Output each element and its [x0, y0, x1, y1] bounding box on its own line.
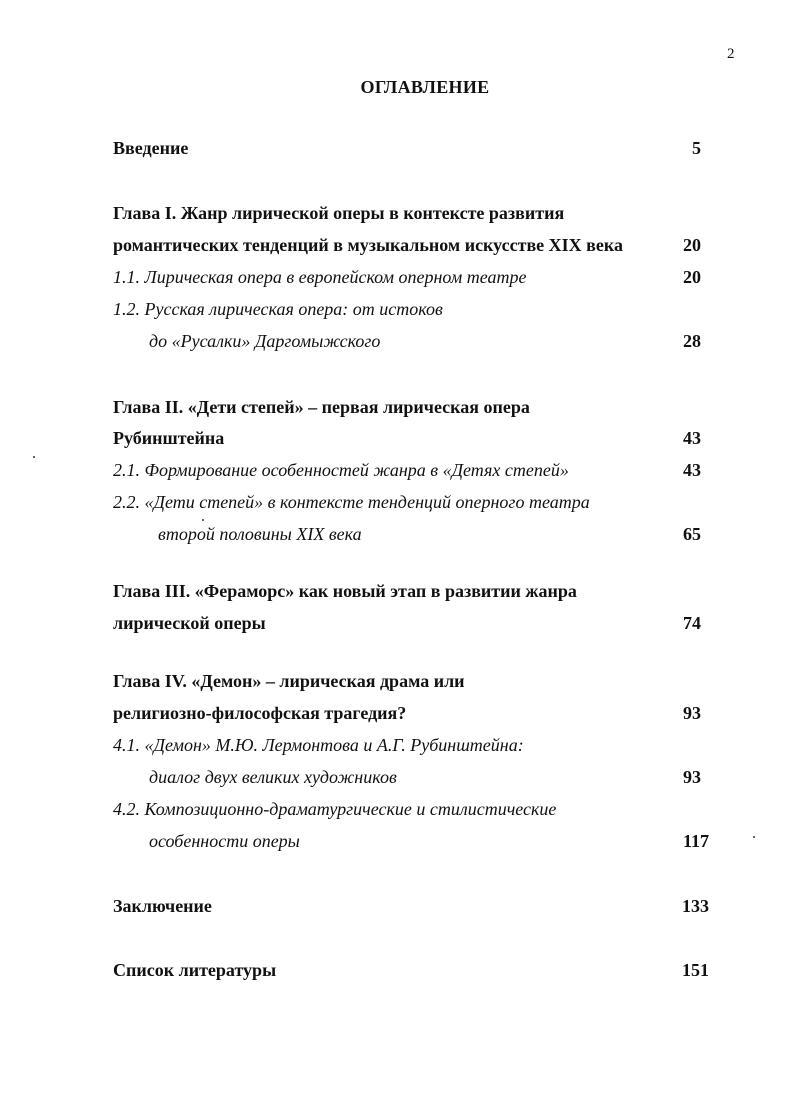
- toc-page-intro: 5: [692, 138, 701, 158]
- toc-section-1-1: 1.1. Лирическая опера в европейском оперном театре: [113, 267, 527, 287]
- toc-section-2-1: 2.1. Формирование особенностей жанра в «Детях степей»: [113, 460, 569, 480]
- toc-entry-conclusion: Заключение: [113, 896, 212, 916]
- toc-section-4-1-line-1: 4.1. «Демон» М.Ю. Лермонтова и А.Г. Рубинштейна:: [113, 735, 524, 755]
- toc-section-2-2-line-1: 2.2. «Дети степей» в контексте тенденций оперного театра: [113, 492, 590, 512]
- toc-entry-intro: Введение: [113, 138, 189, 158]
- toc-page-section-2-1: 43: [683, 460, 701, 480]
- scan-speck: [753, 836, 755, 838]
- toc-entry-bibliography: Список литературы: [113, 960, 277, 980]
- toc-section-4-2-line-1: 4.2. Композиционно-драматургические и стилистические: [113, 799, 557, 819]
- scan-speck: [33, 456, 35, 458]
- toc-chapter-3-line-1: Глава III. «Фераморс» как новый этап в развитии жанра: [113, 581, 577, 601]
- page-number: 2: [727, 46, 735, 62]
- toc-section-4-2-line-2: особенности оперы: [149, 831, 300, 851]
- toc-chapter-3-line-2: лирической оперы: [113, 613, 266, 633]
- toc-section-2-2-line-2: второй половины XIX века: [158, 524, 362, 544]
- toc-chapter-2-line-1: Глава II. «Дети степей» – первая лирическая опера: [113, 397, 530, 417]
- toc-page-section-2-2: 65: [683, 524, 701, 544]
- toc-chapter-1-line-1: Глава I. Жанр лирической оперы в контексте развития: [113, 203, 565, 223]
- toc-page-chapter-2: 43: [683, 428, 701, 448]
- toc-page-bibliography: 151: [682, 960, 709, 980]
- toc-section-1-2-line-1: 1.2. Русская лирическая опера: от истоков: [113, 299, 443, 319]
- page-title: ОГЛАВЛЕНИЕ: [360, 77, 490, 97]
- toc-page-chapter-3: 74: [683, 613, 701, 633]
- toc-chapter-1-line-2: романтических тенденций в музыкальном искусстве XIX века: [113, 235, 623, 255]
- toc-chapter-4-line-1: Глава IV. «Демон» – лирическая драма или: [113, 671, 465, 691]
- toc-chapter-2-line-2: Рубинштейна: [113, 428, 225, 448]
- scan-speck: [202, 519, 204, 521]
- toc-section-1-2-line-2: до «Русалки» Даргомыжского: [149, 331, 381, 351]
- toc-page-conclusion: 133: [682, 896, 709, 916]
- toc-page-section-1-1: 20: [683, 267, 701, 287]
- toc-page-section-4-1: 93: [683, 767, 701, 787]
- toc-page-chapter-1: 20: [683, 235, 701, 255]
- toc-page-chapter-4: 93: [683, 703, 701, 723]
- toc-page-section-4-2: 117: [682, 831, 709, 851]
- toc-chapter-4-line-2: религиозно-философская трагедия?: [113, 703, 407, 723]
- toc-section-4-1-line-2: диалог двух великих художников: [149, 767, 397, 787]
- toc-page-section-1-2: 28: [683, 331, 701, 351]
